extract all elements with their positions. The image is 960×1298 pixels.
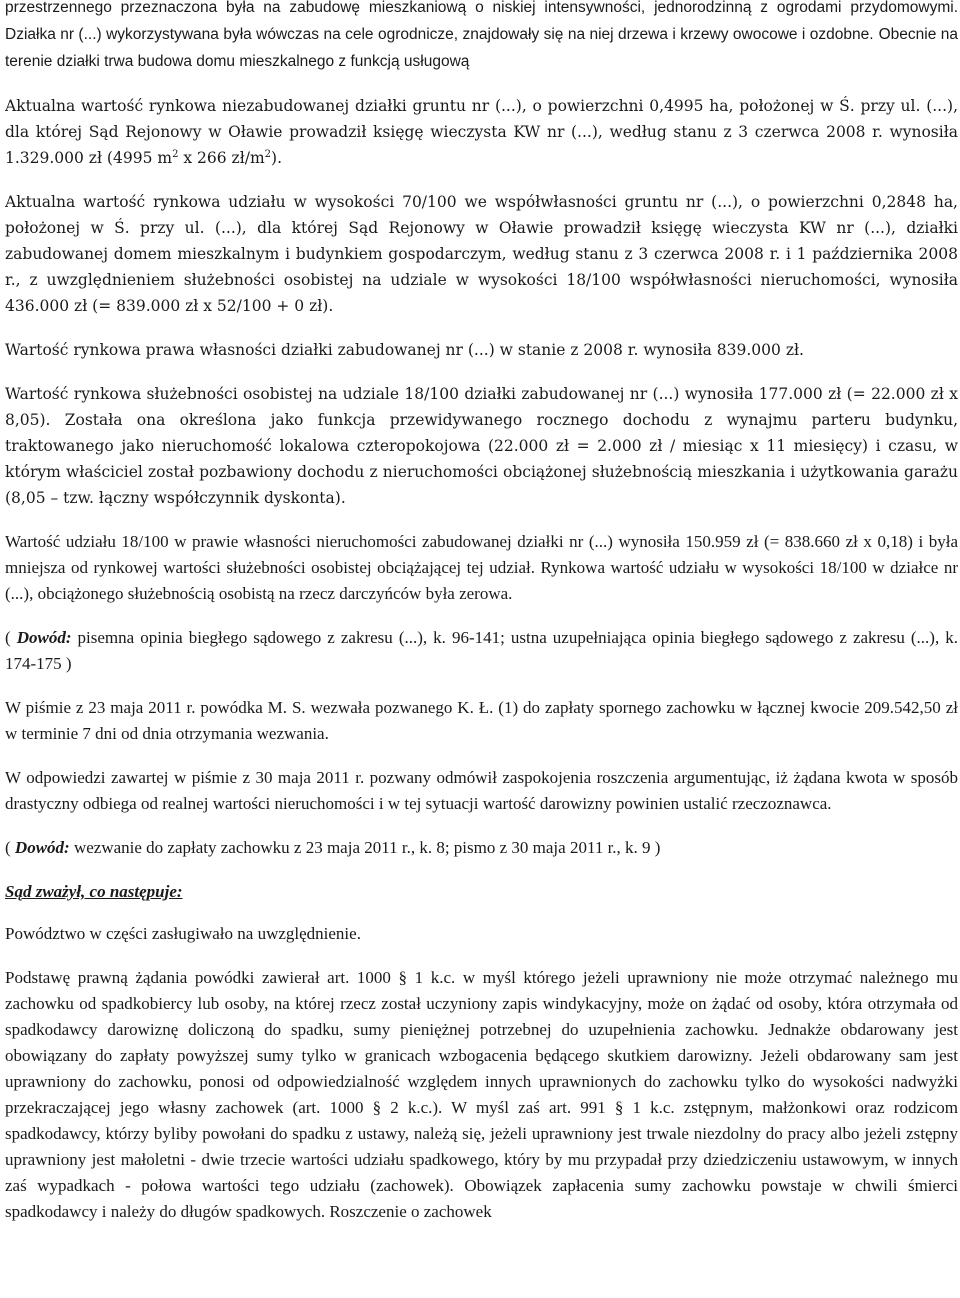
paragraph-plot-value: [5, 93, 958, 171]
plot-value-text: Aktualna wartość rynkowa niezabudowanej działki gruntu nr (...), o powierzchni 0,4995 ha, położonej w Ś. przy ul. (...), dla której Sąd Rejonowy w Oławie prowadził księgę wieczysta KW nr (...), według stanu z 3 czerwca 2008 r. wynosiła 1.329.000 zł (4995 m: [5, 97, 958, 167]
paragraph-legal-basis: Podstawę prawną żądania powódki zawierał art. 1000 § 1 k.c. w myśl którego jeżeli uprawniony nie może otrzymać należnego mu zachowku od spadkobiercy lub osoby, na której rzecz został uczyniony zapis windykacyjny, może on żądać od osoby, która otrzymała od spadkodawcy darowiznę doliczoną do spadku, sumy pieniężnej potrzebnej do uzupełnienia zachowku. Jednakże obdarowany jest obowiązany do zapłaty powyższej sumy tylko w granicach wzbogacenia będącego skutkiem darowizny. Jeżeli obdarowany sam jest uprawniony do zachowku, ponosi od odpowiedzialność względem innych uprawnionych do zachowku tylko do wysokości nadwyżki przekraczającej jego własny zachowek (art. 1000 § 2 k.c.). W myśl zaś art. 991 § 1 k.c. zstępnym, małżonkowi oraz rodzicom spadkodawcy, którzy byliby powołani do spadku z ustawy, należą się, jeżeli uprawniony jest trwale niezdolny do pracy albo jeżeli zstępny uprawniony jest małoletni - dwie trzecie wartości udziału spadkowego, który by mu przypadał przy dziedziczeniu ustawowym, w innych zaś wypadkach - połowa wartości tego udziału (zachowek). Obowiązek zapłacenia sumy zachowku powstaje w chwili śmierci spadkodawcy i należy do długów spadkowych. Roszczenie o zachowek: [5, 968, 958, 1221]
superscript: 2: [172, 148, 179, 160]
evidence-note-1: [5, 625, 958, 677]
paragraph-servitude-value: Wartość rynkowa służebności osobistej na udziale 18/100 działki zabudowanej nr (...) wynosiła 177.000 zł (= 22.000 zł x 8,05). Została ona określona jako funkcja przewidywanego rocznego dochodu z wynajmu parteru budynku, traktowanego jako nieruchomość lokalowa czteropokojowa (22.000 zł = 2.000 zł / miesiąc x 11 miesięcy) i czasu, w którym właściciel został pozbawiony dochodu z nieruchomości obciążonej służebnością mieszkania i użytkowania garażu (8,05 – tzw. łączny współczynnik dyskonta).: [5, 385, 958, 507]
paragraph-partial-grant: Powództwo w części zasługiwało na uwzględnienie.: [5, 924, 361, 943]
paragraph-share-value: Aktualna wartość rynkowa udziału w wysokości 70/100 we współwłasności gruntu nr (...), o powierzchni 0,2848 ha, położonej w Ś. przy ul. (...), dla której Sąd Rejonowy w Oławie prowadził księgę wieczysta KW nr (...), działki zabudowanej domem mieszkalnym i budynkiem gospodarczym, według stanu z 3 czerwca 2008 r. i 1 października 2008 r., z uwzględnieniem służebności osobistej na udziale w wysokości 18/100 współwłasności nieruchomości, wynosiła 436.000 zł (= 839.000 zł x 52/100 + 0 zł).: [5, 193, 958, 315]
section-heading: Sąd zważył, co następuje:: [5, 882, 183, 901]
evidence-label: Dowód:: [16, 628, 72, 647]
evidence-text: wezwanie do zapłaty zachowku z 23 maja 2011 r., k. 8; pismo z 30 maja 2011 r., k. 9 ): [69, 838, 661, 857]
superscript: 2: [264, 148, 272, 160]
evidence-note-2: [5, 835, 958, 861]
paragraph-ownership-value: Wartość rynkowa prawa własności działki zabudowanej nr (...) w stanie z 2008 r. wynosiła 839.000 zł.: [5, 341, 804, 359]
paragraph-zoning: [5, 0, 958, 75]
paragraph-response-letter: W odpowiedzi zawartej w piśmie z 30 maja 2011 r. pozwany odmówił zaspokojenia roszczenia argumentując, iż żądana kwota w sposób drastyczny odbiega od realnej wartości nieruchomości i w tej sytuacji wartość darowizny powinien ustalić rzeczoznawca.: [5, 768, 958, 813]
plot-value-mid: x 266 zł/m: [178, 149, 265, 167]
evidence-open: (: [5, 628, 17, 647]
construction-text: Obecnie na terenie działki trwa budowa domu mieszkalnego z funkcją usługową: [5, 26, 958, 70]
paragraph-share18-value: Wartość udziału 18/100 w prawie własności nieruchomości zabudowanej działki nr (...) wynosiła 150.959 zł (= 838.660 zł x 0,18) i była mniejsza od rynkowej wartości służebności osobistej obciążającej tej udział. Rynkowa wartość udziału w wysokości 18/100 w działce nr (...), obciążonego służebnością osobistą na rzecz darczyńców była zerowa.: [5, 532, 958, 603]
zoning-text: przestrzennego przeznaczona była na zabudowę mieszkaniową o niskiej intensywności, jednorodzinną z ogrodami przydomowymi. Działka nr (...) wykorzystywana była wówczas na cele ogrodnicze, znajdowały się na niej drzewa i krzewy owocowe i ozdobne.: [5, 0, 958, 43]
evidence-text: pisemna opinia biegłego sądowego z zakresu (...), k. 96-141; ustna uzupełniająca opinia biegłego sądowego z zakresu (...), k. 174-175 ): [5, 628, 958, 673]
paragraph-demand-letter: W piśmie z 23 maja 2011 r. powódka M. S. wezwała pozwanego K. Ł. (1) do zapłaty spornego zachowku w łącznej kwocie 209.542,50 zł w terminie 7 dni od dnia otrzymania wezwania.: [5, 698, 958, 743]
plot-value-end: ).: [271, 149, 283, 167]
evidence-open: (: [5, 838, 15, 857]
evidence-label: Dowód:: [14, 838, 70, 857]
